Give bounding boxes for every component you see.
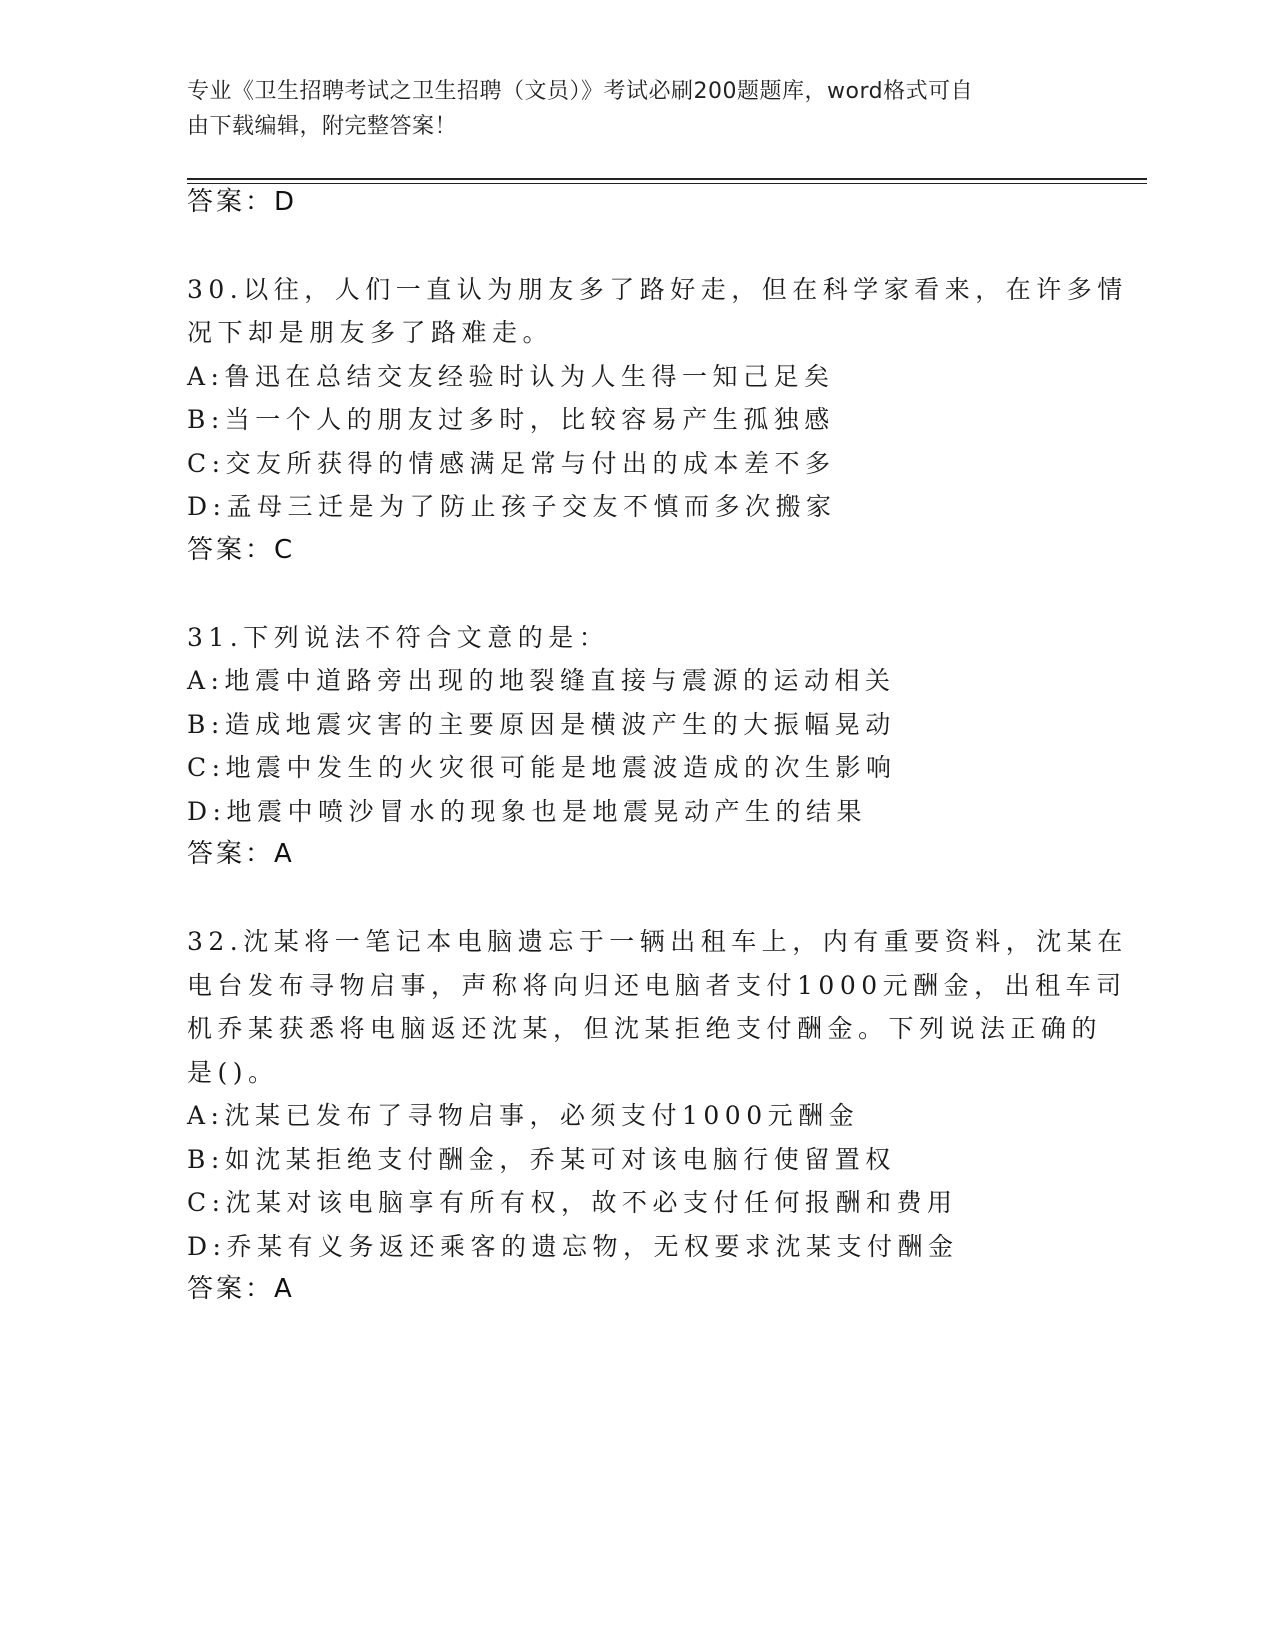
- question-32-option-b: B:如沈某拒绝支付酬金，乔某可对该电脑行使留置权: [187, 1145, 896, 1174]
- question-30-option-d: D:孟母三迁是为了防止孩子交友不慎而多次搬家: [187, 492, 837, 521]
- question-32-line-3: 机乔某获悉将电脑返还沈某，但沈某拒绝支付酬金。下列说法正确的: [187, 1014, 1103, 1043]
- header-line-1: 专业《卫生招聘考试之卫生招聘（文员）》考试必刷200题题库，word格式可自: [187, 79, 974, 104]
- question-30-option-a: A:鲁迅在总结交友经验时认为人生得一知己足矣: [187, 362, 835, 391]
- header-divider-thick: [187, 178, 1147, 180]
- header-divider-thin: [187, 183, 1147, 184]
- question-31-line-1: 31.下列说法不符合文意的是：: [187, 623, 610, 652]
- question-31-option-a: A:地震中道路旁出现的地裂缝直接与震源的运动相关: [187, 666, 896, 695]
- question-30-option-c: C:交友所获得的情感满足常与付出的成本差不多: [187, 449, 836, 478]
- question-32-option-a: A:沈某已发布了寻物启事，必须支付1000元酬金: [187, 1101, 860, 1130]
- question-31-answer: 答案：A: [187, 839, 295, 869]
- question-32-option-c: C:沈某对该电脑享有所有权，故不必支付任何报酬和费用: [187, 1188, 958, 1217]
- question-30-line-2: 况下却是朋友多了路难走。: [187, 318, 554, 347]
- question-32-option-d: D:乔某有义务返还乘客的遗忘物，无权要求沈某支付酬金: [187, 1232, 959, 1261]
- question-32-line-2: 电台发布寻物启事，声称将向归还电脑者支付1000元酬金，出租车司: [187, 971, 1127, 1000]
- question-30-option-b: B:当一个人的朋友过多时，比较容易产生孤独感: [187, 405, 835, 434]
- document-header: [187, 74, 1087, 144]
- question-30-answer: 答案：C: [187, 535, 296, 565]
- question-32-line-4: 是()。: [187, 1058, 279, 1087]
- question-30-line-1: 30.以往，人们一直认为朋友多了路好走，但在科学家看来，在许多情: [187, 275, 1128, 304]
- question-31-option-d: D:地震中喷沙冒水的现象也是地震晃动产生的结果: [187, 797, 867, 826]
- header-line-2: 由下载编辑，附完整答案！: [187, 114, 458, 139]
- previous-answer: 答案：D: [187, 187, 298, 217]
- question-32-line-1: 32.沈某将一笔记本电脑遗忘于一辆出租车上，内有重要资料，沈某在: [187, 927, 1128, 956]
- question-32-answer: 答案：A: [187, 1274, 295, 1304]
- question-31-option-b: B:造成地震灾害的主要原因是横波产生的大振幅晃动: [187, 710, 896, 739]
- question-31-option-c: C:地震中发生的火灾很可能是地震波造成的次生影响: [187, 753, 897, 782]
